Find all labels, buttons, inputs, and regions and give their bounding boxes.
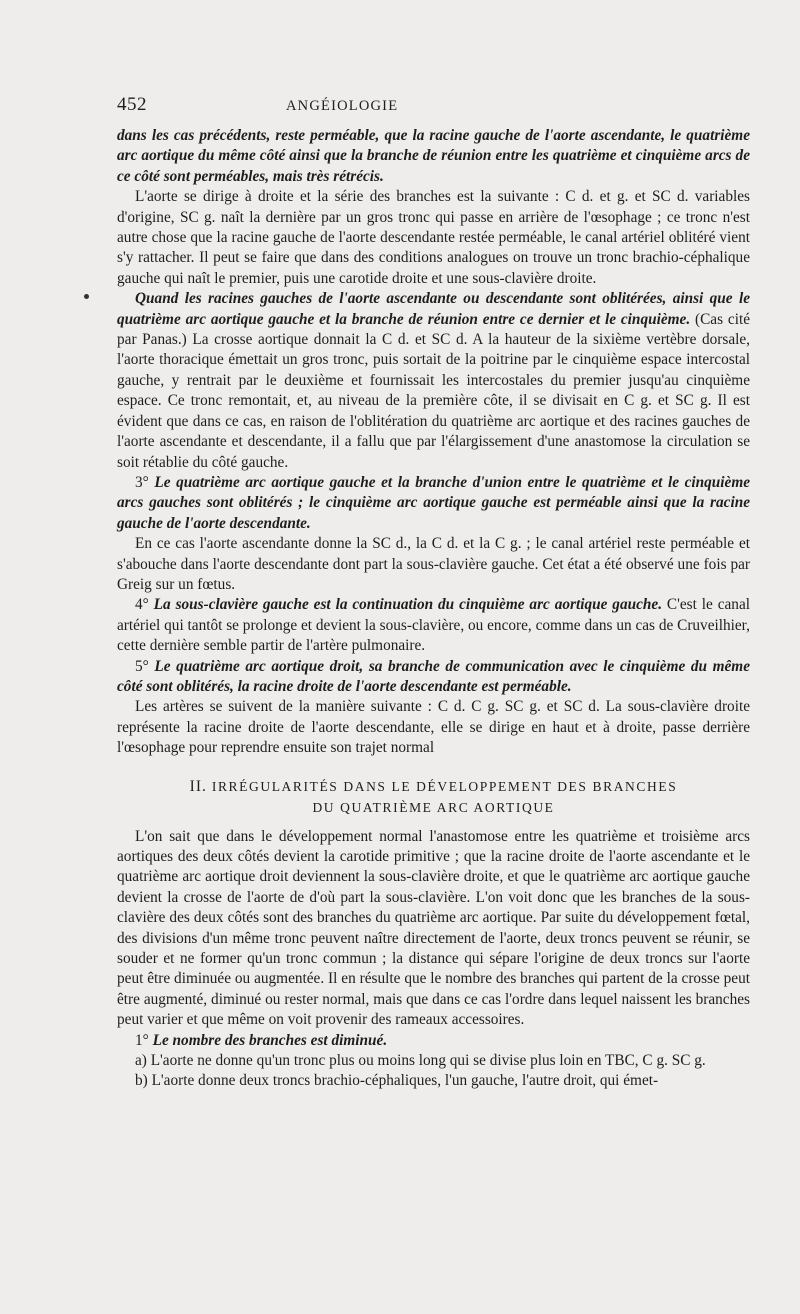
text-run: b) L'aorte donne deux troncs brachio-céphaliques, l'un gauche, l'autre droit, qui émet- <box>135 1072 659 1090</box>
paragraph-p8 <box>117 697 750 758</box>
paragraph-p9 <box>117 827 750 1031</box>
text-run: (Cas cité par Panas.) La crosse aortique donnait la C d. et SC d. A la hauteur de la sixième vertèbre dorsale, l'aorte thoracique émettait un gros tronc, puis sortait de la poitrine par le cinquième espace intercostal gauche, y rentrait par le deuxième et fournissait les intercostales du premier jusqu'au cinquième espace. Ce tronc remontait, et, au niveau de la première côte, il se divisait en C g. et SC g. Il est évident que dans ce cas, en raison de l'oblitération du quatrième arc aortique et des racines gauches de l'aorte ascendante et descendante, il a fallu que par l'élargissement d'une anastomose la circulation se soit rétablie du côté gauche. <box>117 310 750 471</box>
paragraph-p4 <box>117 473 750 534</box>
text-run: L'on sait que dans le développement normal l'anastomose entre les quatrième et troisième arcs aortiques des deux côtés devient la carotide primitive ; que la racine droite de l'aorte ascendante et le quatrième arc aortique droit deviennent la sous-clavière droite, et que le quatrième arc aortique gauche devient la crosse de l'aorte de d'où part la sous-clavière. L'on voit donc que les branches de la sous-clavière des deux côtés sont des branches du quatrième arc aortique. Par suite du développement fœtal, des divisions d'un même tronc peuvent naître directement de l'aorte, deux troncs peuvent se réunir, se souder et ne former qu'un tronc commun ; la distance qui sépare l'origine de deux troncs sur l'aorte peut être diminuée ou augmentée. Il en résulte que le nombre des branches qui partent de la crosse peut être augmenté, diminué ou rester normal, mais que dans ce cas l'ordre dans lequel naissent les branches peut varier et que même on voit provenir des rameaux accessoires. <box>117 827 750 1029</box>
running-title: ANGÉIOLOGIE <box>286 98 399 114</box>
text-run: a) L'aorte ne donne qu'un tronc plus ou moins long qui se divise plus loin en TBC, C g. SC g. <box>135 1052 706 1070</box>
margin-bullet-mark <box>84 294 89 299</box>
paragraph-p1 <box>117 126 750 187</box>
text-run: Les artères se suivent de la manière suivante : C d. C g. SC g. et SC d. La sous-clavière droite représente la racine droite de l'aorte descendante, elle se dirige en haut et à droite, passe derrière l'œsophage pour reprendre ensuite son trajet normal <box>117 698 750 757</box>
text-run: 3° <box>135 473 155 491</box>
text-run: 4° <box>135 596 154 614</box>
italic-text: Le quatrième arc aortique droit, sa branche de communication avec le cinquième du même côté sont oblitérés, la racine droite de l'aorte descendante est perméable. <box>117 657 750 695</box>
text-run: 1° <box>135 1031 153 1049</box>
paragraphs-before-section <box>117 126 750 759</box>
body-text <box>117 126 750 1092</box>
text-run: L'aorte se dirige à droite et la série des branches est la suivante : C d. et g. et SC d. variables d'origine, SC g. naît la dernière par un gros tronc qui passe en arrière de l'œsophage ; ce tronc n'est autre chose que la racine gauche de l'aorte descendante restée perméable, le canal artériel oblitéré vient s'y rattacher. Il peut se faire que dans des conditions analogues on trouve un tronc brachio-céphalique gauche qui naît le premier, puis une carotide droite et une sous-clavière droite. <box>117 188 750 287</box>
section-number: II. <box>189 777 207 795</box>
paragraphs-after-section <box>117 827 750 1092</box>
paragraph-p3 <box>117 289 750 473</box>
text-run: C'est le canal artériel qui tantôt se prolonge et devient la sous-clavière, ou encore, comme dans un cas de Cruveilhier, cette dernière semble partir de l'artère pulmonaire. <box>117 596 750 655</box>
italic-text: Le quatrième arc aortique gauche et la branche d'union entre le quatrième et le cinquième arcs gauches sont oblitérés ; le cinquième arc aortique gauche est perméable ainsi que la racine gauche de l'aorte descendante. <box>117 473 751 532</box>
section-title-line-1 <box>117 776 750 797</box>
paragraph-p12 <box>117 1071 750 1091</box>
page-number: 452 <box>117 94 147 115</box>
section-heading <box>117 776 750 818</box>
text-run: 5° <box>135 657 155 675</box>
section-title-text: IRRÉGULARITÉS DANS LE DÉVELOPPEMENT DES BRANCHES <box>211 778 678 794</box>
paragraph-p5 <box>117 534 750 595</box>
paragraph-p2 <box>117 187 750 289</box>
italic-text: Quand les racines gauches de l'aorte ascendante ou descendante sont oblitérées, ainsi que le quatrième arc aortique gauche et la branche de réunion entre ce dernier et le cinquième. <box>117 290 750 328</box>
running-head <box>117 94 750 122</box>
italic-text: La sous-clavière gauche est la continuation du cinquième arc aortique gauche. <box>153 596 663 614</box>
section-title-line-2: DU QUATRIÈME ARC AORTIQUE <box>312 799 555 815</box>
italic-text: dans les cas précédents, reste perméable, que la racine gauche de l'aorte ascendante, le quatrième arc aortique du même côté ainsi que la branche de réunion entre les quatrième et cinquième arcs de ce côté sont perméables, mais très rétrécis. <box>117 127 750 185</box>
italic-text: Le nombre des branches est diminué. <box>152 1031 388 1049</box>
paragraph-p10 <box>117 1031 750 1051</box>
paragraph-p6 <box>117 595 750 656</box>
text-run: En ce cas l'aorte ascendante donne la SC d., la C d. et la C g. ; le canal artériel reste perméable et s'abouche dans l'aorte descendante dont part la sous-clavière gauche. Cet état a été observé une fois par Greig sur un fœtus. <box>117 535 750 593</box>
paragraph-p11 <box>117 1051 750 1071</box>
paragraph-p7 <box>117 657 750 698</box>
